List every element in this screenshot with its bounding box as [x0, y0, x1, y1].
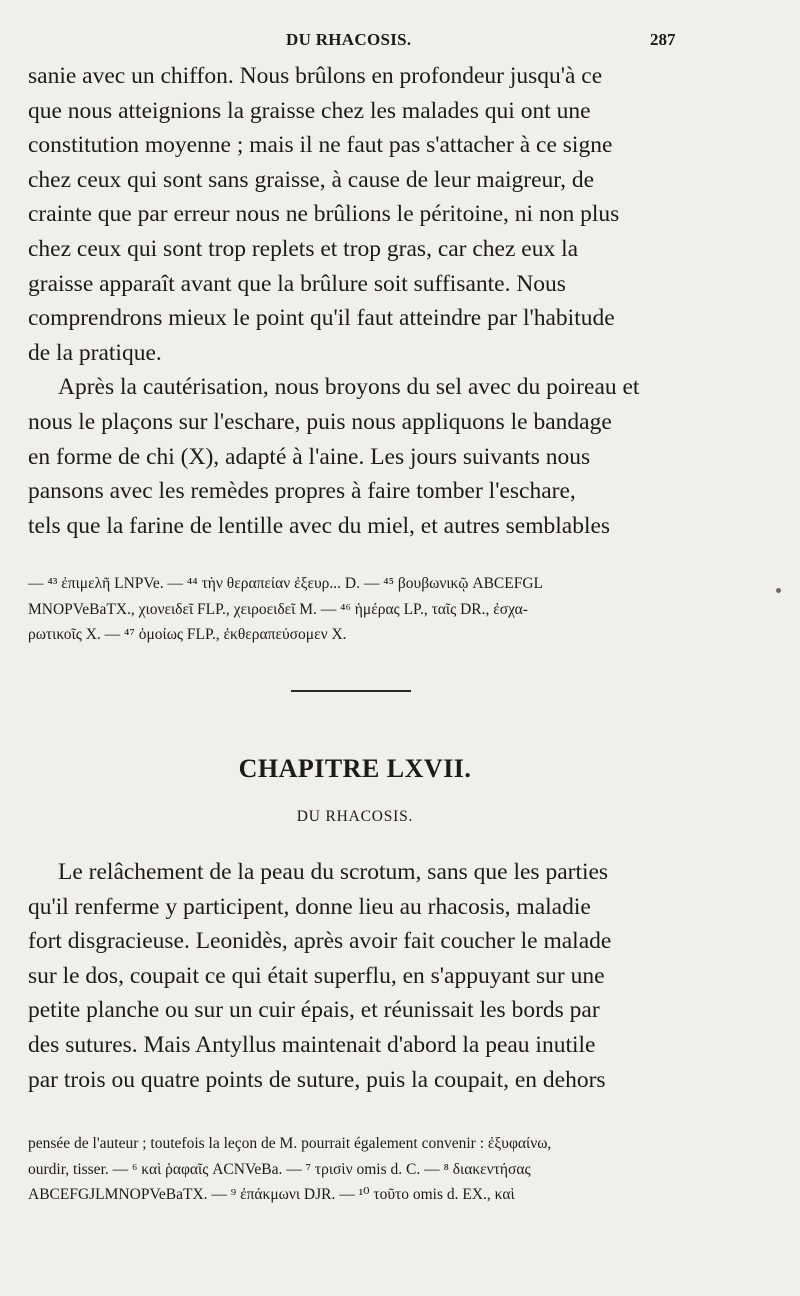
text-line: constitution moyenne ; mais il ne faut pas s'attacher à ce signe	[28, 132, 613, 159]
text-line: Après la cautérisation, nous broyons du sel avec du poireau et	[58, 374, 640, 401]
text-line: nous le plaçons sur l'eschare, puis nous appliquons le bandage	[28, 408, 612, 435]
text-line: qu'il renferme y participent, donne lieu au rhacosis, maladie	[28, 893, 591, 920]
text-line: par trois ou quatre points de suture, puis la coupait, en dehors	[28, 1066, 606, 1093]
paragraph-rhacosis	[28, 855, 682, 1097]
text-line: chez ceux qui sont trop replets et trop gras, car chez eux la	[28, 235, 579, 262]
footnote-line: ρωτικοῖς X. — ⁴⁷ ὁμοίως FLP., ἐκθεραπεύσομεν X.	[28, 626, 347, 643]
text-line: que nous atteignions la graisse chez les malades qui ont une	[28, 97, 591, 124]
running-header: DU RHACOSIS.	[286, 30, 412, 49]
footnotes-greek-variants	[28, 571, 686, 648]
footnotes-bottom	[28, 1131, 686, 1208]
text-line: chez ceux qui sont sans graisse, à cause de leur maigreur, de	[28, 166, 595, 193]
text-line: en forme de chi (X), adapté à l'aine. Les jours suivants nous	[28, 443, 591, 470]
text-line: pansons avec les remèdes propres à faire tomber l'eschare,	[28, 478, 576, 505]
chapter-title: CHAPITRE LXVII.	[238, 754, 472, 783]
text-line: graisse apparaît avant que la brûlure soit suffisante. Nous	[28, 270, 566, 297]
text-line: crainte que par erreur nous ne brûlions le péritoine, ni non plus	[28, 201, 620, 228]
text-line: fort disgracieuse. Leonidès, après avoir fait coucher le malade	[28, 928, 612, 955]
text-line: petite planche ou sur un cuir épais, et réunissait les bords par	[28, 997, 600, 1024]
footnote-line: ABCEFGJLMNOPVeBaTX. — ⁹ ἐπάκμωνι DJR. — ¹⁰ τοῦτο omis d. EX., καὶ	[28, 1186, 515, 1203]
footnote-line: pensée de l'auteur ; toutefois la leçon de M. pourrait également convenir : ἐξυφαίνω,	[28, 1135, 552, 1152]
text-line: sur le dos, coupait ce qui était superflu, en s'appuyant sur une	[28, 962, 605, 989]
margin-ink-spot	[776, 588, 781, 593]
chapter-subtitle: DU RHACOSIS.	[296, 808, 414, 825]
footnote-line: MNOPVeBaTX., χιονειδεῖ FLP., χειροειδεῖ M. — ⁴⁶ ἡμέρας LP., ταῖς DR., ἐσχα-	[28, 600, 528, 618]
section-divider	[291, 690, 411, 692]
footnote-line: — ⁴³ ἐπιμελῆ LNPVe. — ⁴⁴ τὴν θεραπείαν ἐξευρ... D. — ⁴⁵ βουβωνικῷ ABCEFGL	[28, 575, 544, 592]
text-line: tels que la farine de lentille avec du miel, et autres semblables	[28, 512, 611, 539]
text-line: comprendrons mieux le point qu'il faut atteindre par l'habitude	[28, 305, 615, 332]
page-number: 287	[650, 30, 676, 49]
paragraph-cauterization	[28, 59, 682, 543]
text-line: des sutures. Mais Antyllus maintenait d'abord la peau inutile	[28, 1031, 596, 1058]
text-line: de la pratique.	[28, 339, 162, 366]
text-line: sanie avec un chiffon. Nous brûlons en profondeur jusqu'à ce	[28, 63, 603, 89]
footnote-line: ourdir, tisser. — ⁶ καὶ ῥαφαῖς ACNVeBa. — ⁷ τρισὶν omis d. C. — ⁸ διακεντήσας	[28, 1160, 531, 1178]
text-line: Le relâchement de la peau du scrotum, sans que les parties	[58, 859, 609, 885]
